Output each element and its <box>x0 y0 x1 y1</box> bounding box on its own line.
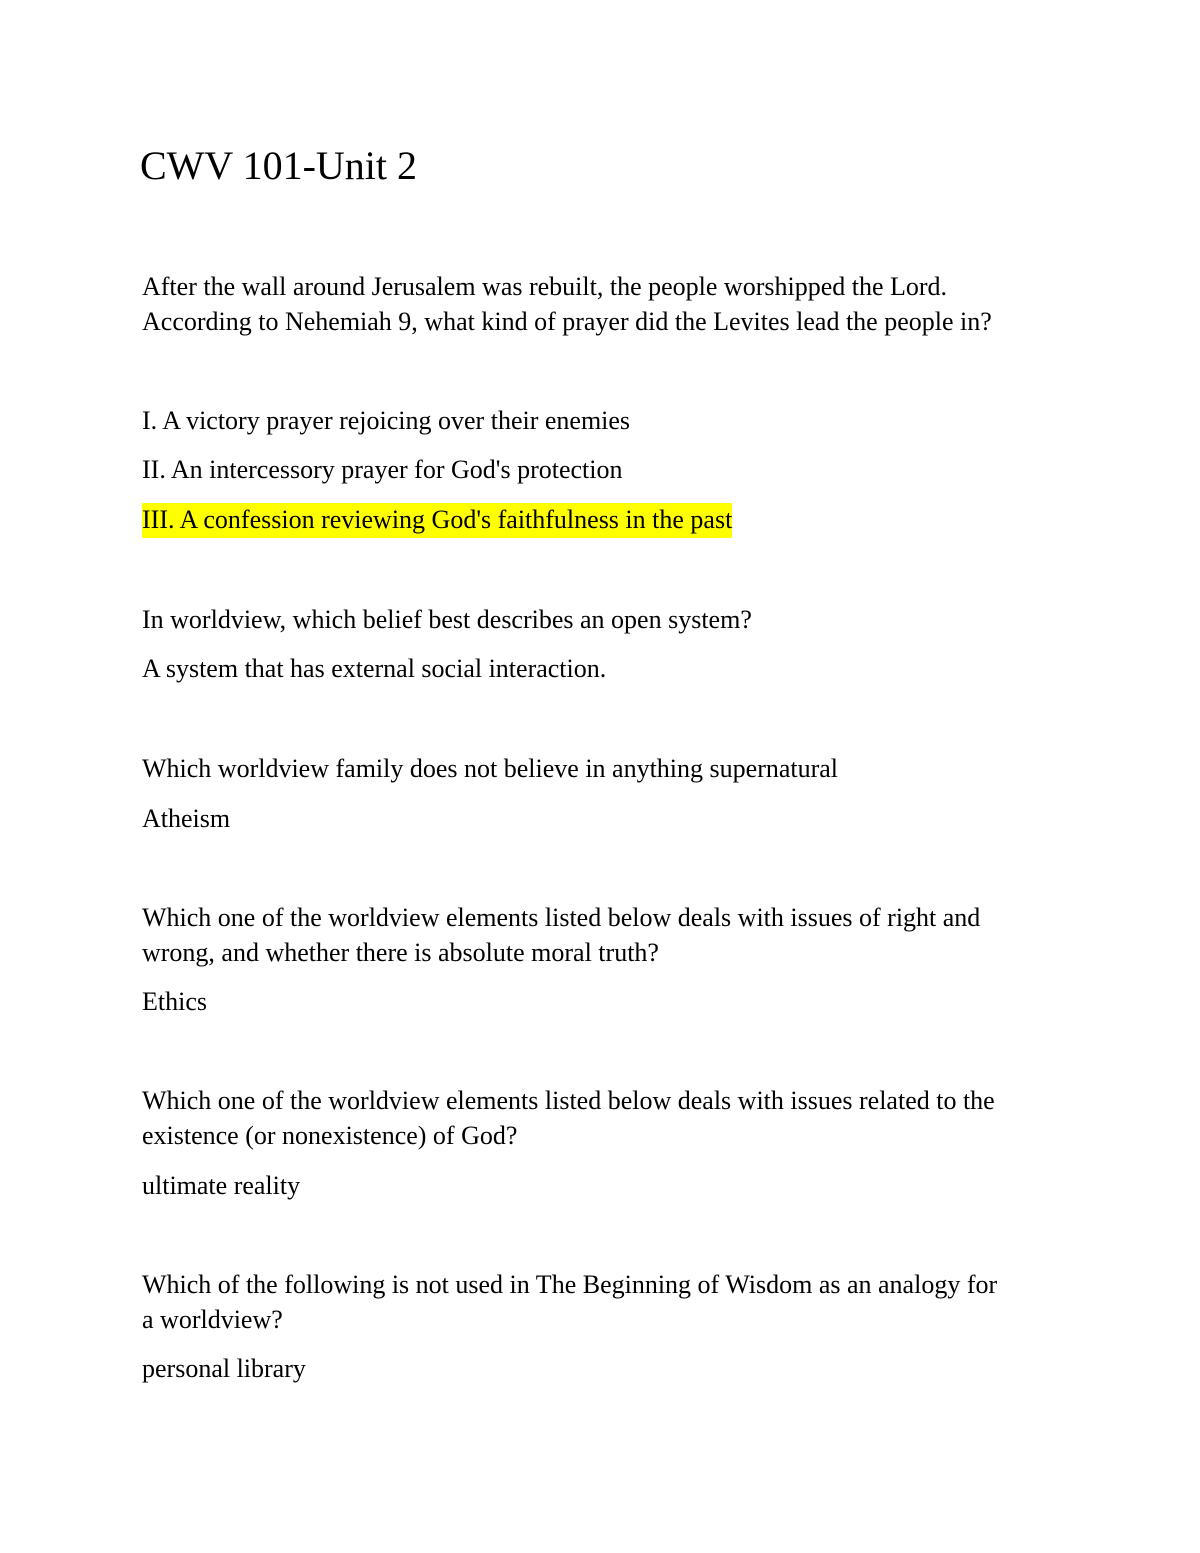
question-2-line-1: In worldview, which belief best describes an open system? <box>142 605 752 634</box>
question-5-answer: ultimate reality <box>142 1171 301 1200</box>
question-3-answer: Atheism <box>142 804 231 833</box>
question-4-line-2: wrong, and whether there is absolute moral truth? <box>142 938 659 967</box>
question-4-answer: Ethics <box>142 987 207 1016</box>
question-4-line-1: Which one of the worldview elements listed below deals with issues of right and <box>142 903 981 932</box>
question-2-answer: A system that has external social interaction. <box>142 654 607 683</box>
question-5-line-2: existence (or nonexistence) of God? <box>142 1121 518 1150</box>
document-title: CWV 101-Unit 2 <box>140 143 418 188</box>
question-6-answer: personal library <box>142 1354 306 1383</box>
question-1-option-1: I. A victory prayer rejoicing over their enemies <box>142 406 631 435</box>
question-6-line-1: Which of the following is not used in The Beginning of Wisdom as an analogy for <box>142 1270 998 1299</box>
question-1-line-1: After the wall around Jerusalem was rebuilt, the people worshipped the Lord. <box>142 272 948 301</box>
question-1-option-2: II. An intercessory prayer for God's protection <box>142 455 623 484</box>
question-1-line-2: According to Nehemiah 9, what kind of prayer did the Levites lead the people in? <box>142 307 992 336</box>
question-3-line-1: Which worldview family does not believe in anything supernatural <box>142 754 839 783</box>
question-1-option-3-highlighted <box>142 503 732 537</box>
highlighted-answer: III. A confession reviewing God's faithfulness in the past <box>142 503 732 538</box>
question-6-line-2: a worldview? <box>142 1305 283 1334</box>
question-5-line-1: Which one of the worldview elements listed below deals with issues related to the <box>142 1086 995 1115</box>
